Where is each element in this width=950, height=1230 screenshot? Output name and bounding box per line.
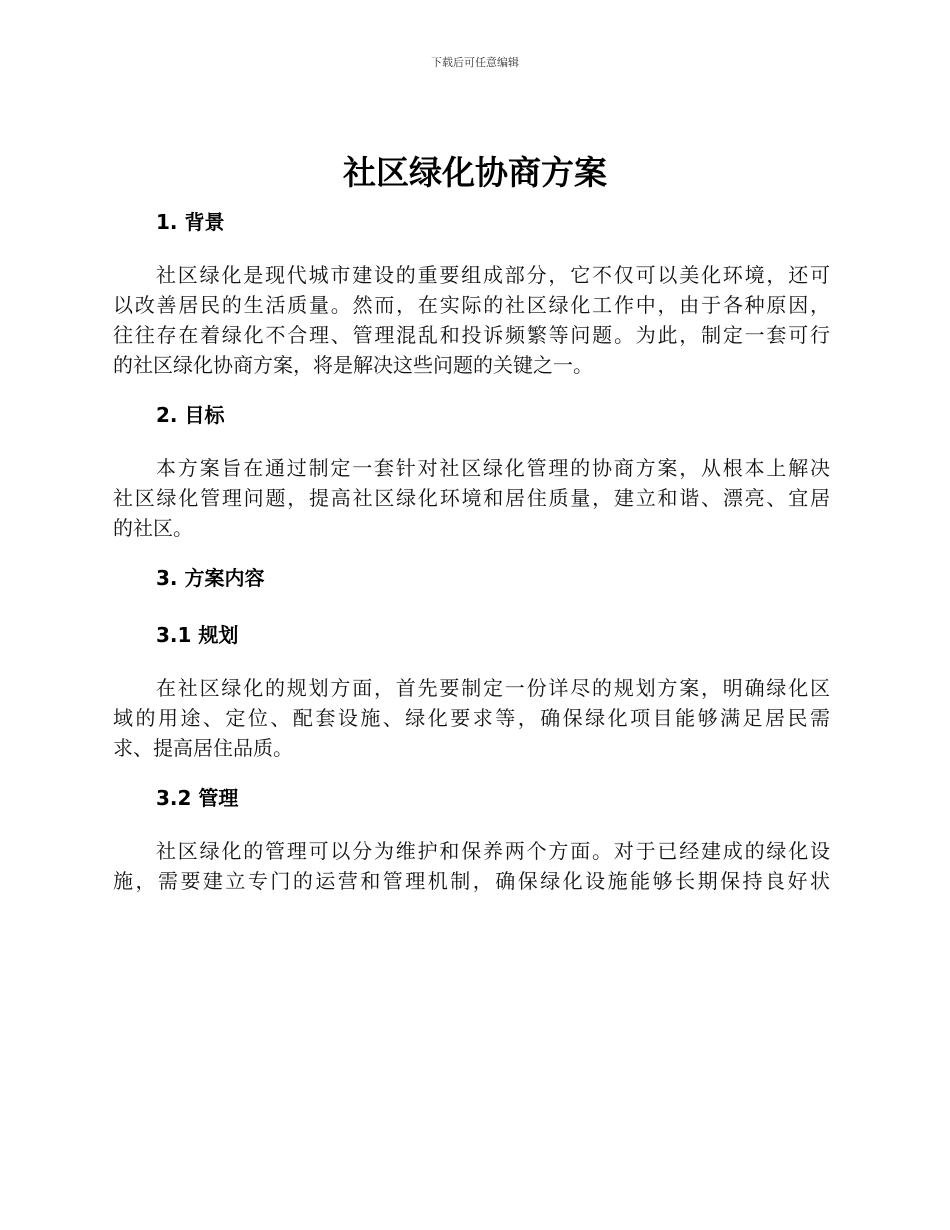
section-heading-background: 1. 背景 [156,210,225,234]
text-line: 的社区。 [113,516,193,540]
document-body [113,200,830,896]
section-heading-planning: 3.1 规划 [156,623,239,647]
text-line: 域的用途、定位、配套设施、绿化要求等，确保绿化项目能够满足居民需 [113,706,830,730]
paragraph-management [113,836,830,896]
document-title: 社区绿化协商方案 [343,153,607,192]
text-line: 社区绿化的管理可以分为维护和保养两个方面。对于已经建成的绿化设 [156,839,830,863]
text-line: 社区绿化管理问题，提高社区绿化环境和居住质量，建立和谐、漂亮、宜居 [113,486,830,510]
section-heading-goal: 2. 目标 [156,403,225,427]
text-line: 往往存在着绿化不合理、管理混乱和投诉频繁等问题。为此，制定一套可行 [113,323,830,347]
text-line: 以改善居民的生活质量。然而，在实际的社区绿化工作中，由于各种原因， [113,293,830,317]
header-note: 下载后可任意编辑 [431,56,519,69]
paragraph-goal [113,453,830,543]
text-line: 的社区绿化协商方案，将是解决这些问题的关键之一。 [113,353,593,377]
paragraph-planning [113,673,830,763]
text-line: 施，需要建立专门的运营和管理机制，确保绿化设施能够长期保持良好状 [113,869,830,893]
text-line: 本方案旨在通过制定一套针对社区绿化管理的协商方案，从根本上解决 [156,456,830,480]
paragraph-background [113,260,830,380]
text-line: 社区绿化是现代城市建设的重要组成部分，它不仅可以美化环境，还可 [156,263,830,287]
text-line: 求、提高居住品质。 [113,736,293,760]
section-heading-content: 3. 方案内容 [156,566,265,590]
text-line: 在社区绿化的规划方面，首先要制定一份详尽的规划方案，明确绿化区 [156,676,830,700]
section-heading-management: 3.2 管理 [156,786,239,810]
